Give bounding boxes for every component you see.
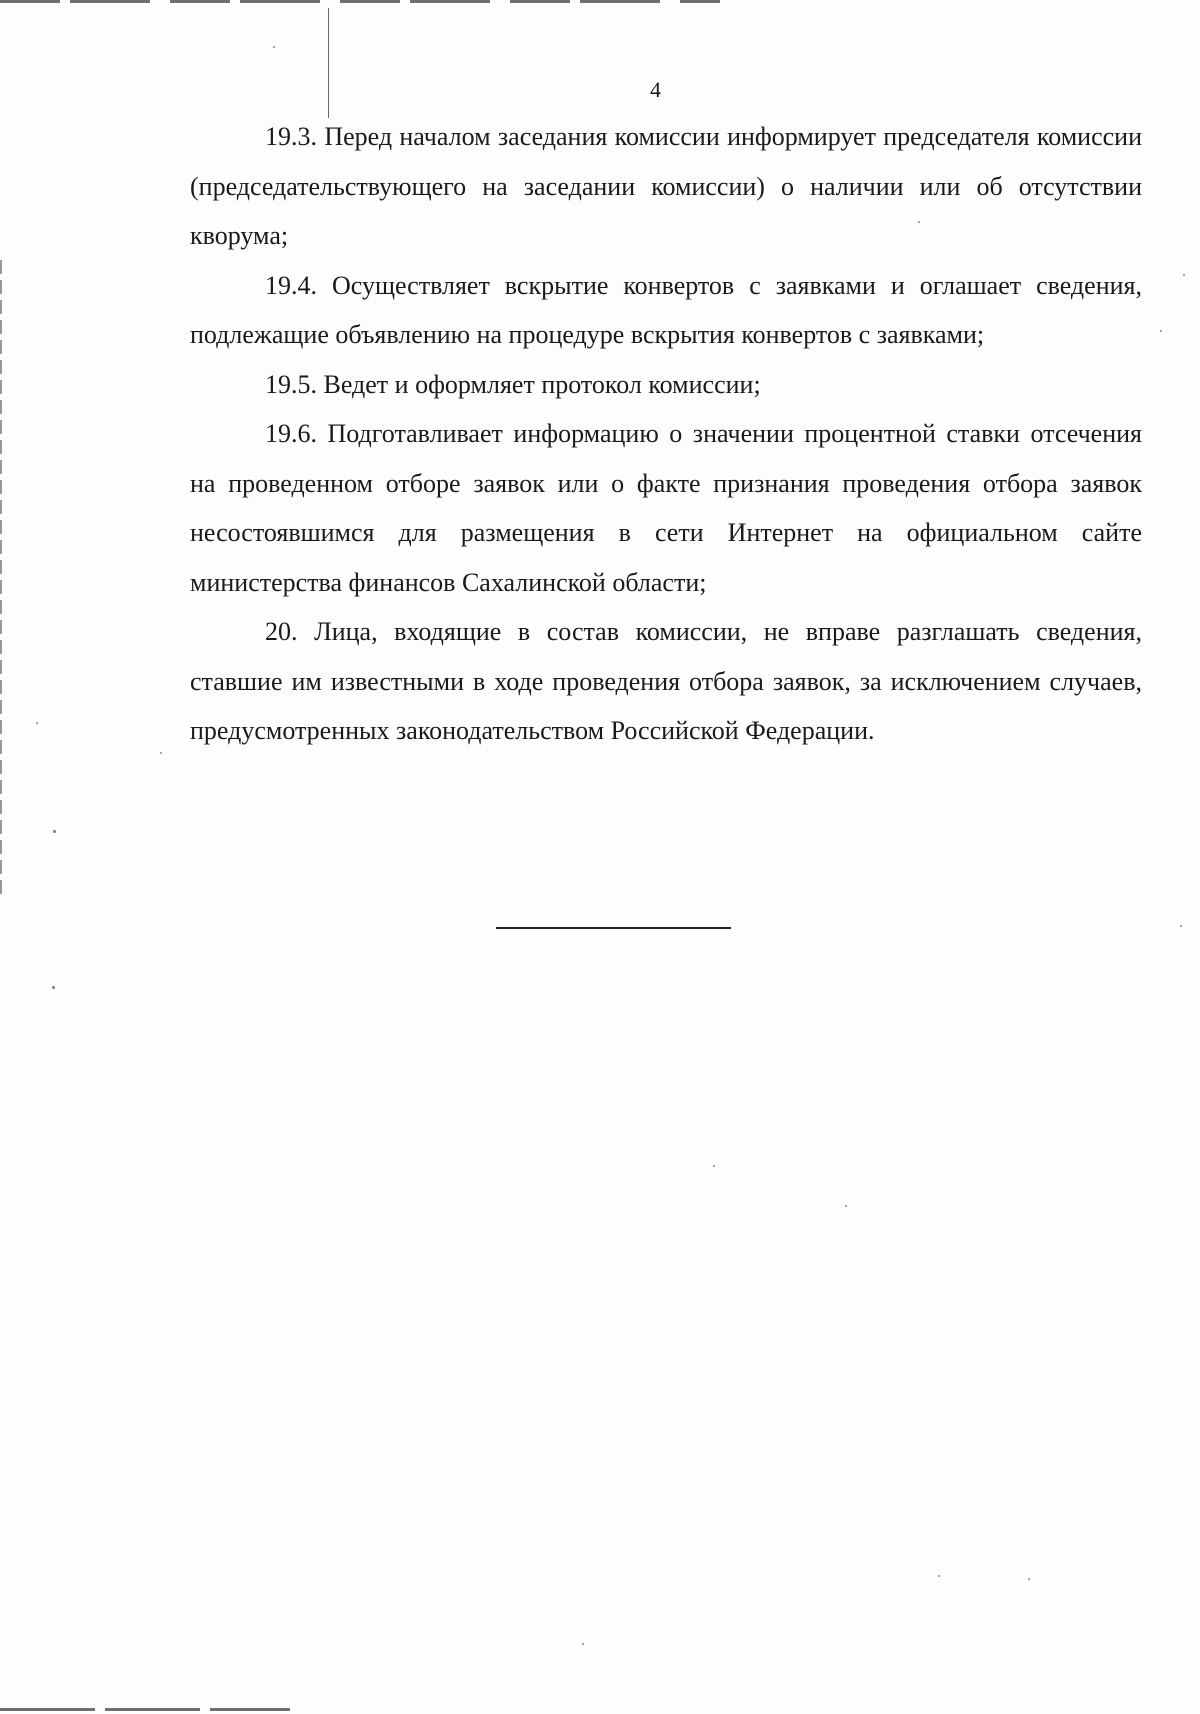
paragraph-20: 20. Лица, входящие в состав комиссии, не вправе разглашать сведения, ставшие им известными в ходе проведения отбора заявок, за исключением случаев, предусмотренных законодательством Российской Федерации. xyxy=(190,617,1142,745)
scan-speck xyxy=(160,752,162,754)
scan-bottom-edge xyxy=(0,1708,290,1711)
paragraph-19-6: 19.6. Подготавливает информацию о значении процентной ставки отсечения на проведенном отборе заявок или о факте признания проведения отбора заявок несостоявшимся для размещения в сети Интернет на официальном сайте министерства финансов Сахалинской области; xyxy=(190,419,1142,597)
scan-crease-line xyxy=(328,8,329,118)
scan-speck xyxy=(36,722,38,724)
scan-speck xyxy=(582,1643,584,1645)
scan-speck xyxy=(53,830,56,833)
document-body xyxy=(190,112,1142,756)
scan-top-edge xyxy=(0,0,720,3)
paragraph-19-3: 19.3. Перед началом заседания комиссии информирует председателя комиссии (председательствующего на заседании комиссии) о наличии или об отсутствии кворума; xyxy=(190,122,1142,250)
page-number: 4 xyxy=(650,77,661,102)
scan-speck xyxy=(52,986,55,989)
end-of-text-rule xyxy=(496,927,731,929)
scan-speck xyxy=(1028,1578,1030,1580)
scan-speck xyxy=(845,1205,847,1207)
scan-speck xyxy=(1183,274,1185,276)
scan-speck xyxy=(273,46,275,48)
paragraph-19-5: 19.5. Ведет и оформляет протокол комиссии; xyxy=(265,369,761,399)
scan-speck xyxy=(713,1165,715,1167)
paragraph-19-4: 19.4. Осуществляет вскрытие конвертов с заявками и оглашает сведения, подлежащие объявлению на процедуре вскрытия конвертов с заявками; xyxy=(190,270,1142,349)
scan-speck xyxy=(918,221,920,223)
scan-speck xyxy=(1160,330,1162,332)
scan-left-edge xyxy=(0,260,2,900)
scan-speck xyxy=(1180,925,1182,927)
scan-speck xyxy=(938,1575,940,1577)
